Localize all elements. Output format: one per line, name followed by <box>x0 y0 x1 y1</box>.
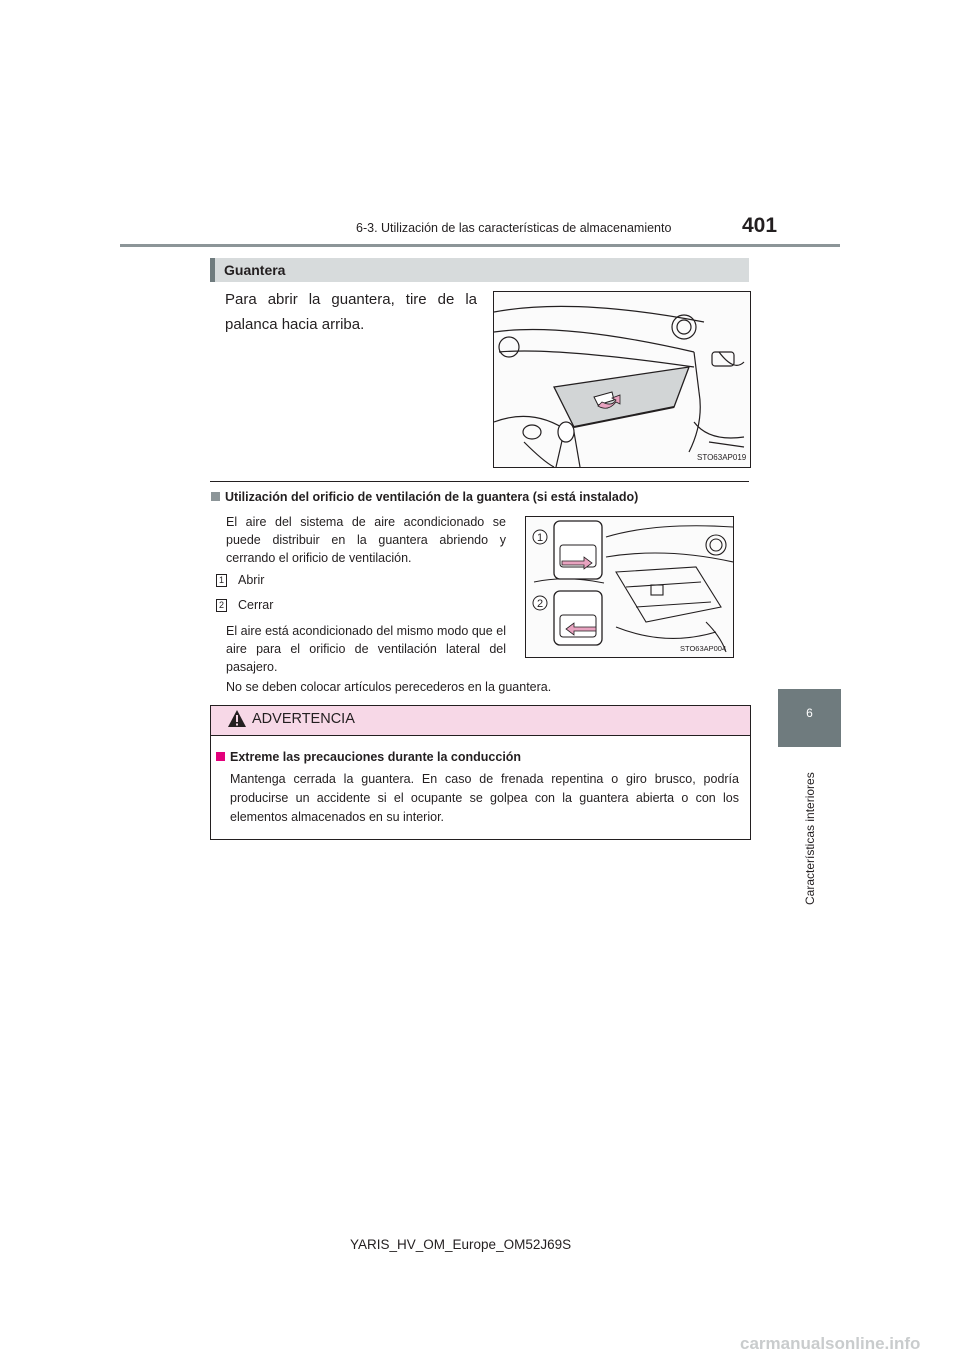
section-heading-bar <box>210 258 749 282</box>
vent-illustration <box>525 516 734 658</box>
callout-2-label: 2 <box>536 598 544 610</box>
section-heading-accent <box>210 258 215 282</box>
warning-text: Mantenga cerrada la guantera. En caso de frenada repentina o giro brusco, podría producirse un accidente si el ocupante se golpea con la guantera abierta o con los elementos almacenados en su interior. <box>230 772 739 824</box>
number-badge-1: 1 <box>216 574 227 587</box>
section-divider <box>210 481 749 482</box>
chapter-number: 6 <box>806 706 813 720</box>
section-title: Guantera <box>224 262 286 278</box>
intro-paragraph: Para abrir la guantera, tire de la palanca hacia arriba. <box>225 291 477 333</box>
warning-triangle-icon <box>227 709 247 729</box>
callout-1-label: 1 <box>536 532 544 544</box>
warning-title: ADVERTENCIA <box>252 711 355 727</box>
vent-drawing <box>526 517 733 657</box>
glovebox-drawing <box>494 292 750 467</box>
ventilation-caution: No se deben colocar artículos perecederos en la guantera. <box>226 680 552 694</box>
ventilation-note: El aire está acondicionado del mismo modo que el aire para el orificio de ventilación lateral del pasajero. <box>226 624 506 674</box>
page-number: 401 <box>742 214 778 237</box>
ventilation-heading-text: Utilización del orificio de ventilación de la guantera (si está instalado) <box>225 490 639 504</box>
header-divider <box>120 244 840 247</box>
ventilation-description: El aire del sistema de aire acondicionado se puede distribuir en la guantera abriendo y cerrando el orificio de ventilación. <box>226 515 506 565</box>
chapter-title: Características interiores <box>803 772 817 905</box>
list-item-close-label: Cerrar <box>238 598 274 612</box>
bullet-square-icon <box>211 492 220 501</box>
watermark: carmanualsonline.info <box>740 1334 921 1353</box>
warning-subheading <box>216 750 521 764</box>
glovebox-illustration <box>493 291 751 468</box>
warning-subheading-text: Extreme las precauciones durante la conducción <box>230 750 522 764</box>
list-item-open-label: Abrir <box>238 573 265 587</box>
ventilation-heading <box>211 490 638 504</box>
header-section-title: 6-3. Utilización de las características de almacenamiento <box>356 221 672 235</box>
warning-bullet-icon <box>216 752 225 761</box>
number-badge-2: 2 <box>216 599 227 612</box>
document-code: YARIS_HV_OM_Europe_OM52J69S <box>350 1237 572 1252</box>
figure-code-1: STO63AP019 <box>697 453 747 462</box>
chapter-title-vertical <box>803 755 817 905</box>
figure-code-2: STO63AP004 <box>680 644 727 653</box>
